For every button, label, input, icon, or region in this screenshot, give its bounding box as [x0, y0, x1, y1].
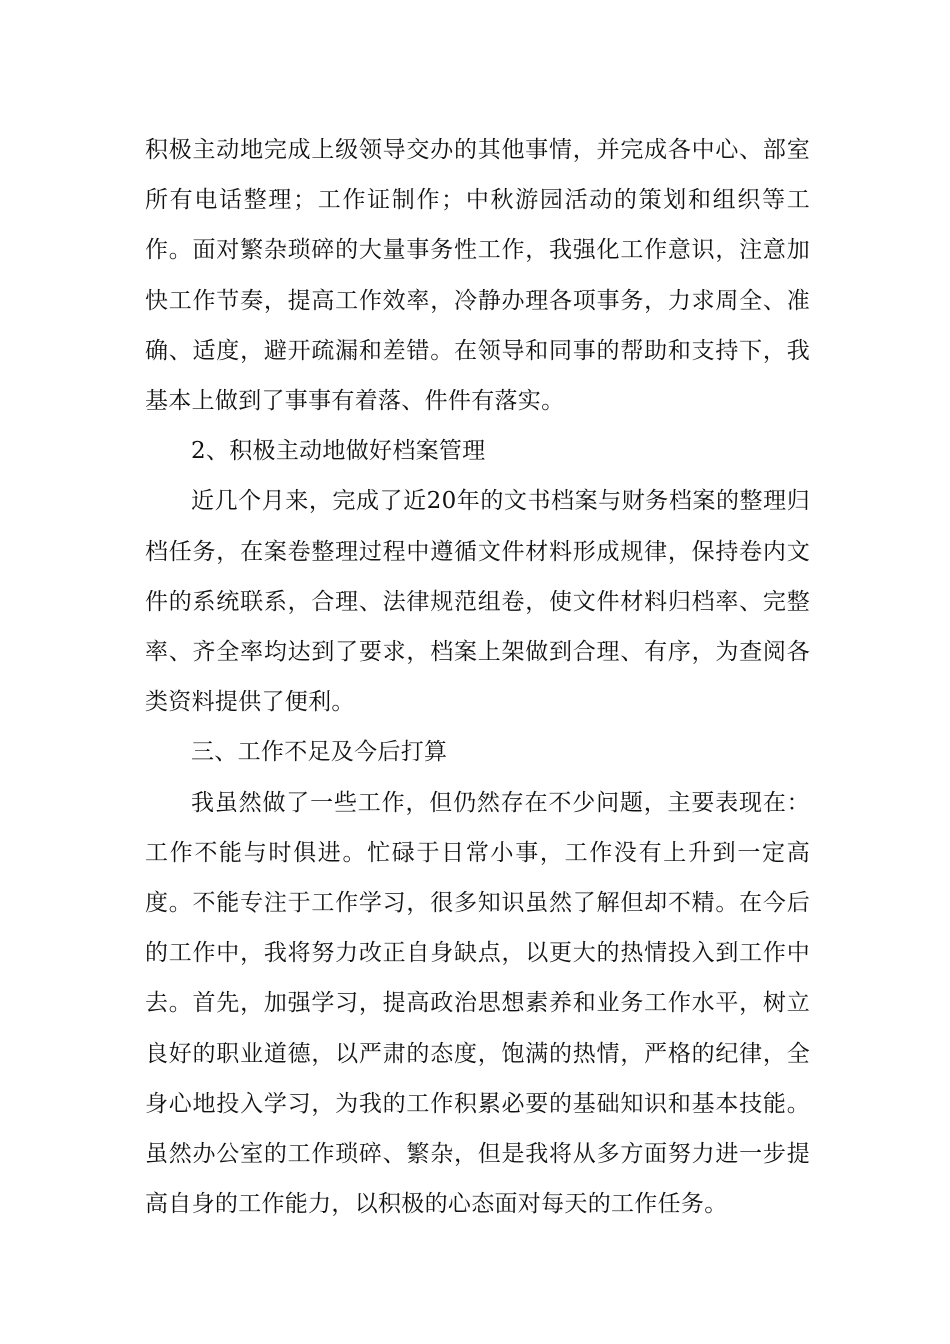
section-heading-archive-management: 2、积极主动地做好档案管理: [191, 438, 486, 465]
section-heading-shortcomings-plans: 三、工作不足及今后打算: [191, 739, 448, 766]
document-page: [145, 125, 810, 1229]
paragraph-archive-work: 近几个月来，完成了近20年的文书档案与财务档案的整理归档任务，在案卷整理过程中遵循文件材料形成规律，保持卷内文件的系统联系，合理、法律规范组卷，使文件材料归档率、完整率、齐全率均达到了要求，档案上架做到合理、有序，为查阅各类资料提供了便利。: [145, 488, 810, 716]
paragraph-shortcomings: 我虽然做了一些工作，但仍然存在不少问题，主要表现在：工作不能与时俱进。忙碌于日常小事，工作没有上升到一定高度。不能专注于工作学习，很多知识虽然了解但却不精。在今后的工作中，我将努力改正自身缺点，以更大的热情投入到工作中去。首先，加强学习，提高政治思想素养和业务工作水平，树立良好的职业道德，以严肃的态度，饱满的热情，严格的纪律，全身心地投入学习，为我的工作积累必要的基础知识和基本技能。虽然办公室的工作琐碎、繁杂，但是我将从多方面努力进一步提高自身的工作能力，以积极的心态面对每天的工作任务。: [145, 789, 810, 1218]
paragraph-continuation: 积极主动地完成上级领导交办的其他事情，并完成各中心、部室所有电话整理；工作证制作；中秋游园活动的策划和组织等工作。面对繁杂琐碎的大量事务性工作，我强化工作意识，注意加快工作节奏，提高工作效率，冷静办理各项事务，力求周全、准确、适度，避开疏漏和差错。在领导和同事的帮助和支持下，我基本上做到了事事有着落、件件有落实。: [145, 137, 810, 415]
